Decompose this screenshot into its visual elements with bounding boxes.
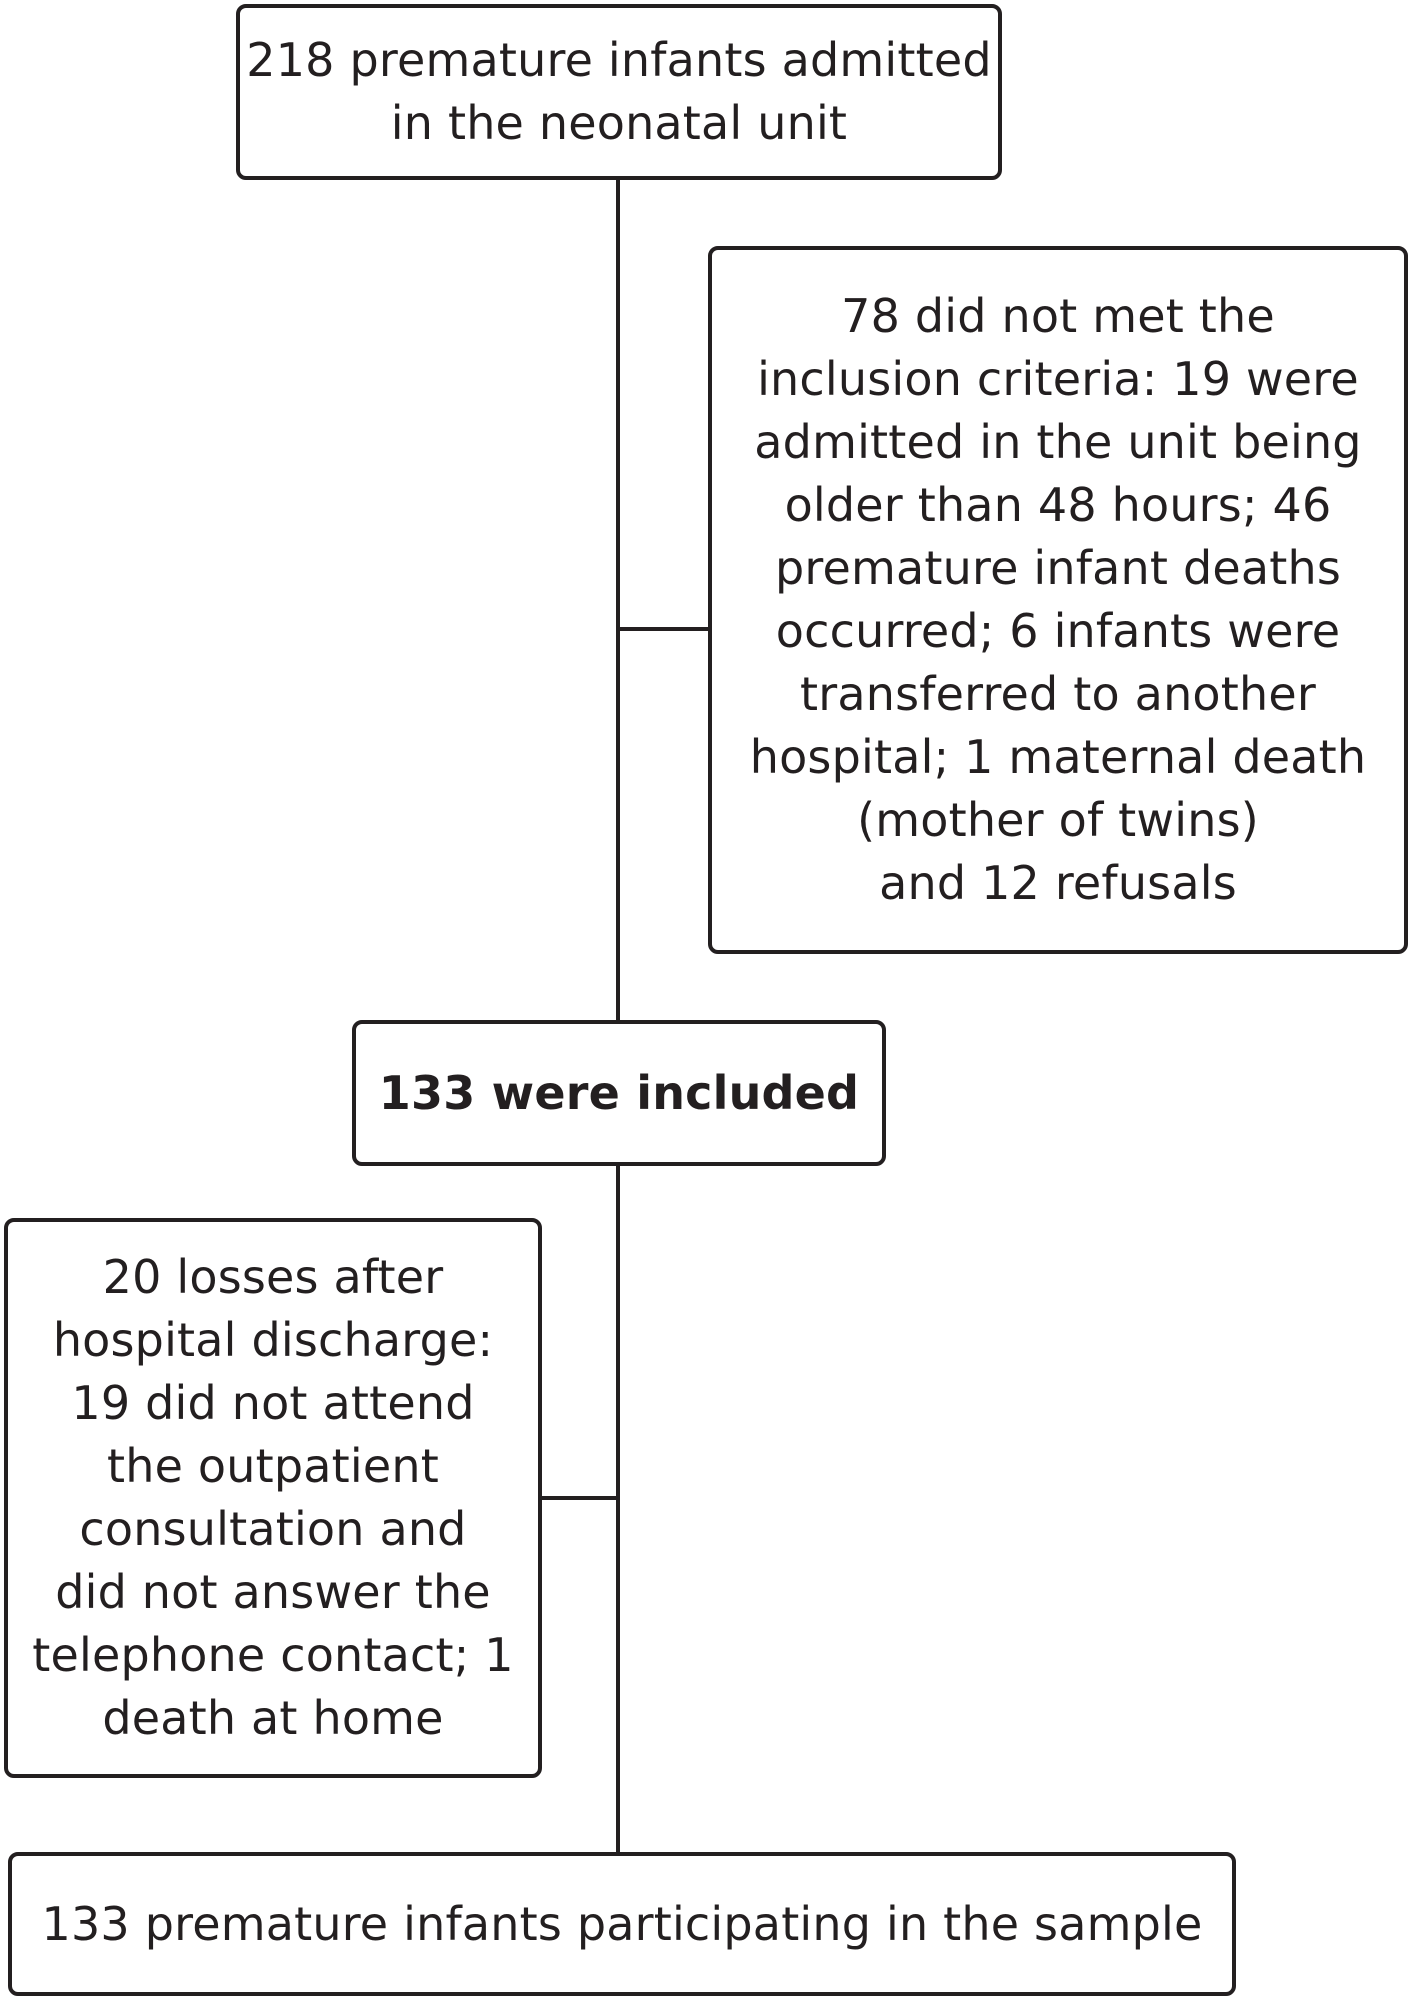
connector-to-losses-box — [538, 1496, 618, 1500]
sample-box — [8, 1852, 1236, 1996]
connector-main-upper — [616, 178, 620, 1024]
admitted-box — [236, 4, 1002, 180]
losses-text: 20 losses after hospital discharge: 19 did not attend the outpatient consultation and did not answer the telephone contact; 1 death at home — [32, 1250, 514, 1745]
sample-text: 133 premature infants participating in the sample — [41, 1896, 1203, 1951]
included-box — [352, 1020, 886, 1166]
exclusion-text: 78 did not met the inclusion criteria: 19 were admitted in the unit being older than 48 hours; 46 premature infant deaths occurred; 6 infants were transferred to another hospital; 1 maternal death (mother of twins) and 12 refusals — [749, 289, 1367, 910]
exclusion-box — [708, 246, 1408, 954]
connector-to-exclusion-box — [618, 627, 710, 631]
included-text: 133 were included — [378, 1065, 860, 1120]
losses-box — [4, 1218, 542, 1778]
connector-main-lower — [616, 1164, 620, 1854]
admitted-text: 218 premature infants admitted in the neonatal unit — [246, 33, 992, 150]
